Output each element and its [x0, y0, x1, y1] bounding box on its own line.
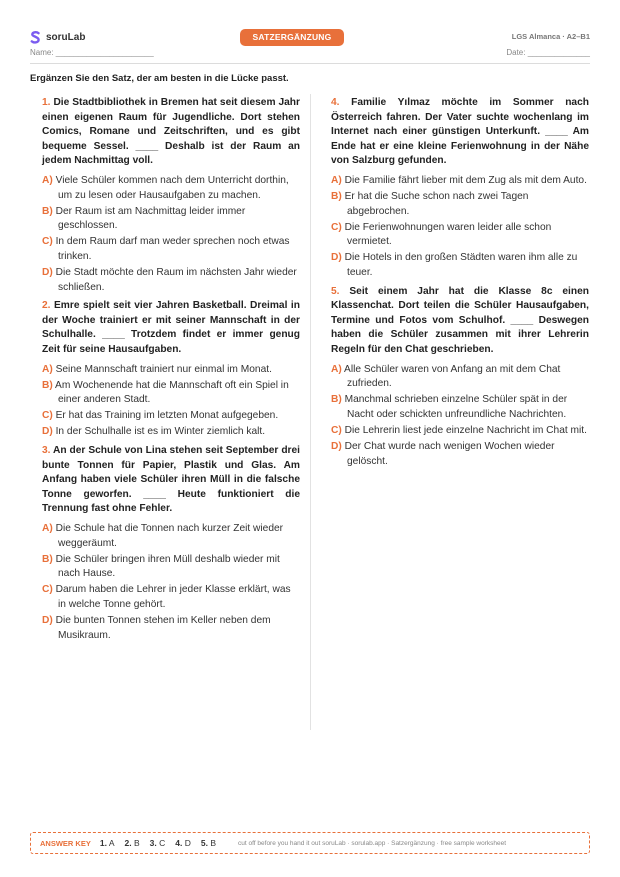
- option-text: Viele Schüler kommen nach dem Unterricht dorthin, um zu lesen oder Hausaufgaben zu machen.: [55, 174, 289, 201]
- answer-number: 4.: [175, 838, 183, 848]
- option-c: [42, 583, 300, 612]
- option-text: Darum haben die Lehrer in jeder Klasse erklärt, was in welche Tonne gehört.: [55, 584, 291, 610]
- option-letter: B): [42, 205, 53, 217]
- option-letter: B): [331, 394, 342, 406]
- brand-logo: [30, 31, 85, 44]
- option-d: [331, 440, 589, 469]
- question-text: An der Schule von Lina stehen seit September drei bunte Tonnen für Papier, Plastik und Glas. Am Anfang haben viele Schüler ihren Müll in die falsche Tonne geworfen. ____ Heute funktioniert die Trennung fast ohne Fehler.: [42, 445, 301, 515]
- answer-letter: D: [184, 838, 191, 848]
- option-letter: C): [331, 221, 342, 233]
- question-1: [42, 96, 300, 295]
- option-d: [331, 251, 589, 280]
- option-letter: C): [42, 584, 53, 596]
- option-letter: D): [42, 426, 53, 438]
- option-letter: A): [331, 363, 342, 375]
- option-text: Der Raum ist am Nachmittag leider immer geschlossen.: [55, 205, 246, 232]
- option-text: Die Schüler bringen ihren Müll deshalb wieder mit nach Hause.: [55, 553, 280, 580]
- question-stem: [42, 299, 300, 357]
- right-column: [331, 96, 589, 473]
- question-5: [331, 285, 589, 470]
- option-text: Alle Schüler waren von Anfang an mit dem Chat zufrieden.: [344, 363, 561, 390]
- worksheet-type-badge: SATZERGÄNZUNG: [240, 29, 344, 46]
- option-c: [331, 221, 589, 250]
- option-letter: C): [331, 424, 342, 436]
- answer-key-item: [125, 838, 140, 848]
- answer-letter: C: [159, 838, 166, 848]
- question-text: Familie Yılmaz möchte im Sommer nach Österreich fahren. Der Vater suchte wochenlang im Internet nach einer günstigen Unterkunft. ____ Am Ende hat er eine kleine Ferienwohnung in der Nähe von Salzburg gefunden.: [331, 97, 589, 167]
- option-a: [42, 363, 300, 378]
- header-divider: [30, 63, 590, 64]
- option-text: Die bunten Tonnen stehen im Keller neben dem Musikraum.: [55, 615, 271, 641]
- option-letter: B): [42, 553, 53, 565]
- question-2: [42, 299, 300, 440]
- left-column: [42, 96, 300, 647]
- question-stem: [331, 285, 589, 358]
- question-stem: [331, 96, 589, 169]
- sorulab-logo-icon: [30, 31, 41, 44]
- option-a: [331, 363, 589, 392]
- answer-letter: A: [108, 838, 115, 848]
- option-c: [42, 235, 300, 264]
- option-text: Die Lehrerin liest jede einzelne Nachricht im Chat mit.: [344, 424, 587, 436]
- instruction-text: Ergänzen Sie den Satz, der am besten in die Lücke passt.: [30, 73, 289, 84]
- name-field: Name: ______________________: [30, 48, 154, 57]
- question-number: 3.: [42, 445, 51, 457]
- option-a: [42, 522, 300, 551]
- option-a: [42, 174, 300, 203]
- option-text: Manchmal schrieben einzelne Schüler spät in der Nacht oder schickten unfreundliche Nachrichten.: [344, 394, 568, 420]
- option-letter: D): [331, 252, 342, 264]
- option-text: Die Familie fährt lieber mit dem Zug als mit dem Auto.: [344, 174, 587, 186]
- answer-letter: B: [210, 838, 217, 848]
- answer-key-strip: [30, 832, 590, 854]
- option-a: [331, 174, 589, 189]
- question-text: Emre spielt seit vier Jahren Basketball. Dreimal in der Woche trainiert er mit seiner Mannschaft in der Schulhalle. ____ Trotzdem findet er immer genug Zeit für seine Hausaufgaben.: [42, 300, 300, 355]
- question-number: 1.: [42, 97, 51, 108]
- option-letter: A): [331, 174, 342, 186]
- question-3: [42, 444, 300, 643]
- answer-number: 5.: [200, 838, 208, 848]
- option-letter: B): [42, 379, 53, 391]
- option-text: Seine Mannschaft trainiert nur einmal im Monat.: [55, 363, 272, 375]
- option-text: Er hat die Suche schon nach zwei Tagen abgebrochen.: [344, 191, 529, 217]
- answer-number: 1.: [99, 838, 107, 848]
- answer-key-label: ANSWER KEY: [40, 838, 91, 848]
- question-stem: [42, 96, 300, 169]
- question-stem: [42, 444, 300, 517]
- question-text: Seit einem Jahr hat die Klasse 8c einen Klassenchat. Dort teilen die Schüler Hausaufgaben, Termine und Fotos vom Schulhof. ____ Deswegen haben die Schüler zusammen mit ihrer Lehrerin Regeln für den Chat geschrieben.: [331, 285, 589, 355]
- question-number: 5.: [331, 285, 340, 297]
- question-number: 2.: [42, 300, 51, 312]
- answer-number: 2.: [124, 838, 132, 848]
- answer-key-item: [201, 838, 216, 848]
- option-list: [42, 174, 300, 295]
- answer-letter: B: [133, 838, 140, 848]
- question-4: [331, 96, 589, 281]
- option-text: Er hat das Training im letzten Monat aufgegeben.: [55, 410, 279, 422]
- option-d: [42, 266, 300, 295]
- option-d: [42, 425, 300, 440]
- option-text: Die Hotels in den großen Städten waren ihm alle zu teuer.: [344, 252, 578, 279]
- option-letter: A): [42, 174, 53, 186]
- question-number: 4.: [331, 97, 340, 108]
- option-letter: D): [42, 267, 53, 279]
- option-list: [42, 522, 300, 643]
- option-text: Am Wochenende hat die Mannschaft oft ein Spiel in einer anderen Stadt.: [55, 379, 289, 406]
- answer-key-footer-note: cut off before you hand it out soruLab · sorulab.app · Satzergänzung · free sample worksheet: [238, 839, 506, 847]
- brand-name: soruLab: [46, 32, 86, 43]
- option-b: [331, 393, 589, 422]
- option-c: [42, 409, 300, 424]
- answer-key-item: [175, 838, 191, 848]
- option-letter: A): [42, 363, 53, 375]
- option-list: [331, 363, 589, 470]
- option-letter: A): [42, 523, 53, 535]
- date-field: Date: ______________: [506, 48, 590, 57]
- option-d: [42, 614, 300, 643]
- level-label: LGS Almanca · A2–B1: [511, 32, 590, 41]
- option-letter: C): [42, 410, 53, 422]
- option-text: Die Stadt möchte den Raum im nächsten Jahr wieder schließen.: [55, 267, 297, 293]
- option-b: [42, 205, 300, 234]
- option-list: [42, 363, 300, 440]
- answer-number: 3.: [149, 838, 157, 848]
- option-letter: B): [331, 191, 342, 203]
- option-text: Der Chat wurde nach wenigen Wochen wieder gelöscht.: [344, 441, 555, 467]
- option-text: Die Schule hat die Tonnen nach kurzer Zeit wieder weggeräumt.: [55, 523, 284, 549]
- option-letter: D): [331, 441, 342, 453]
- option-b: [42, 553, 300, 582]
- answer-key-item: [100, 838, 115, 848]
- worksheet-header: [30, 28, 590, 64]
- option-text: Die Ferienwohnungen waren leider alle schon vermietet.: [344, 221, 552, 248]
- option-text: In dem Raum darf man weder sprechen noch etwas trinken.: [55, 236, 290, 262]
- option-text: In der Schulhalle ist es im Winter ziemlich kalt.: [55, 426, 266, 438]
- option-b: [42, 379, 300, 408]
- option-list: [331, 174, 589, 281]
- option-c: [331, 424, 589, 439]
- option-letter: D): [42, 615, 53, 627]
- option-letter: C): [42, 236, 53, 248]
- answer-key-item: [150, 838, 166, 848]
- question-text: Die Stadtbibliothek in Bremen hat seit diesem Jahr einen eigenen Raum für Jugendliche. Dort stehen Comics, Romane und Zeitschriften, und es gibt bequeme Sessel. ____ Deshalb ist der Raum an jedem Nachmittag voll.: [42, 97, 300, 167]
- column-divider: [310, 94, 311, 730]
- option-b: [331, 190, 589, 219]
